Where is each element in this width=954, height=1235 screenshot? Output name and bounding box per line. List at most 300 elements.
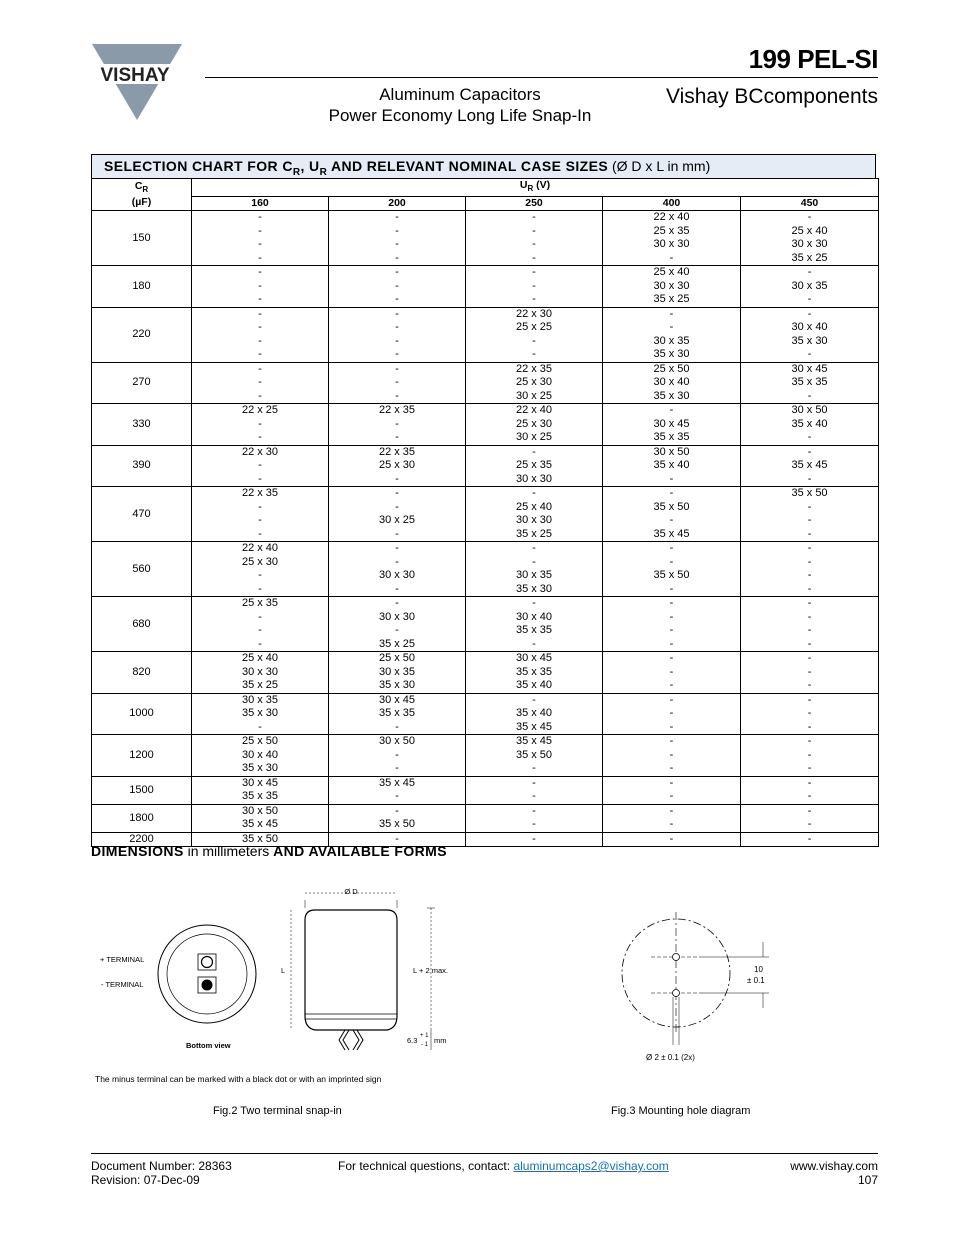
- case-size-cell: 35 x 40: [466, 707, 603, 721]
- case-size-cell: -: [741, 514, 879, 528]
- case-size-cell: 22 x 30: [466, 307, 603, 321]
- title-part: SELECTION CHART FOR C: [104, 158, 293, 174]
- doc-number: Document Number: 28363: [91, 1159, 232, 1173]
- case-size-cell: -: [329, 238, 466, 252]
- case-size-cell: -: [329, 211, 466, 225]
- case-size-cell: -: [741, 611, 879, 625]
- case-size-cell: 30 x 40: [741, 321, 879, 335]
- case-size-cell: 25 x 40: [192, 652, 329, 666]
- case-size-cell: 35 x 30: [741, 335, 879, 349]
- case-size-cell: -: [192, 280, 329, 294]
- voltage-col-header: 200: [329, 196, 466, 211]
- case-size-cell: -: [466, 556, 603, 570]
- table-row: [92, 362, 879, 376]
- table-row: [92, 638, 879, 652]
- capacitance-cell: 150: [92, 211, 192, 266]
- case-size-cell: 35 x 25: [329, 638, 466, 652]
- minus-terminal-label: - TERMINAL: [101, 980, 144, 989]
- case-size-cell: -: [192, 611, 329, 625]
- case-size-cell: -: [741, 693, 879, 707]
- case-size-cell: -: [466, 597, 603, 611]
- table-row: [92, 693, 879, 707]
- case-size-cell: -: [192, 225, 329, 239]
- case-size-cell: -: [603, 556, 741, 570]
- case-size-cell: -: [192, 528, 329, 542]
- case-size-cell: -: [741, 528, 879, 542]
- table-row: [92, 790, 879, 804]
- capacitance-cell: 560: [92, 542, 192, 597]
- case-size-cell: -: [741, 597, 879, 611]
- case-size-cell: -: [329, 321, 466, 335]
- case-size-cell: -: [603, 818, 741, 832]
- case-size-cell: -: [466, 252, 603, 266]
- case-size-cell: -: [192, 583, 329, 597]
- case-size-cell: 35 x 40: [603, 459, 741, 473]
- hole-spacing-tol: ± 0.1: [747, 976, 765, 985]
- capacitance-cell: 1500: [92, 776, 192, 804]
- case-size-cell: 22 x 25: [192, 404, 329, 418]
- table-row: [92, 225, 879, 239]
- case-size-cell: 22 x 40: [603, 211, 741, 225]
- table-row: [92, 376, 879, 390]
- case-size-cell: -: [741, 211, 879, 225]
- case-size-cell: 35 x 40: [741, 418, 879, 432]
- case-size-cell: -: [741, 542, 879, 556]
- case-size-cell: 25 x 35: [192, 597, 329, 611]
- case-size-cell: 35 x 45: [329, 776, 466, 790]
- case-size-cell: 22 x 35: [192, 487, 329, 501]
- case-size-cell: -: [192, 501, 329, 515]
- selection-chart-title: [91, 154, 876, 179]
- case-size-cell: -: [192, 569, 329, 583]
- case-size-cell: 35 x 25: [192, 679, 329, 693]
- table-row: [92, 404, 879, 418]
- case-size-cell: -: [466, 818, 603, 832]
- case-size-cell: 35 x 30: [603, 390, 741, 404]
- case-size-cell: -: [192, 266, 329, 280]
- case-size-cell: -: [603, 638, 741, 652]
- case-size-cell: 30 x 40: [603, 376, 741, 390]
- table-row: [92, 335, 879, 349]
- table-row: [92, 431, 879, 445]
- case-size-cell: -: [329, 804, 466, 818]
- voltage-col-header: 250: [466, 196, 603, 211]
- table-row: [92, 818, 879, 832]
- website[interactable]: www.vishay.com: [790, 1159, 878, 1173]
- case-size-cell: 35 x 30: [192, 762, 329, 776]
- case-size-cell: -: [603, 735, 741, 749]
- contact-prefix: For technical questions, contact:: [338, 1159, 514, 1173]
- case-size-cell: -: [741, 790, 879, 804]
- case-size-cell: -: [603, 707, 741, 721]
- diameter-label: Ø D: [344, 887, 358, 896]
- case-size-cell: -: [329, 762, 466, 776]
- table-row: [92, 749, 879, 763]
- case-size-cell: 35 x 50: [741, 487, 879, 501]
- case-size-cell: -: [466, 776, 603, 790]
- table-row: [92, 804, 879, 818]
- case-size-cell: 25 x 30: [466, 376, 603, 390]
- contact-line: [338, 1160, 669, 1172]
- case-size-cell: -: [329, 790, 466, 804]
- table-row: [92, 252, 879, 266]
- case-size-cell: -: [741, 638, 879, 652]
- case-size-cell: -: [741, 431, 879, 445]
- case-size-cell: 35 x 30: [603, 348, 741, 362]
- case-size-cell: -: [741, 735, 879, 749]
- case-size-cell: 35 x 45: [192, 818, 329, 832]
- case-size-cell: 35 x 35: [192, 790, 329, 804]
- case-size-cell: 35 x 30: [466, 583, 603, 597]
- case-size-cell: -: [603, 321, 741, 335]
- table-row: [92, 735, 879, 749]
- case-size-cell: -: [192, 238, 329, 252]
- case-size-cell: 25 x 30: [329, 459, 466, 473]
- subtitle-line-2: Power Economy Long Life Snap-In: [328, 106, 592, 125]
- case-size-cell: 30 x 45: [192, 776, 329, 790]
- length-max-label: L + 2 max.: [413, 966, 448, 975]
- case-size-cell: 30 x 50: [603, 445, 741, 459]
- case-size-cell: -: [192, 348, 329, 362]
- mounting-hole-diagram: [622, 912, 769, 1062]
- case-size-cell: -: [603, 693, 741, 707]
- case-size-cell: 25 x 40: [603, 266, 741, 280]
- case-size-cell: -: [329, 556, 466, 570]
- table-row: [92, 762, 879, 776]
- case-size-cell: -: [741, 624, 879, 638]
- case-size-cell: -: [741, 501, 879, 515]
- case-size-cell: 22 x 35: [466, 362, 603, 376]
- voltage-col-header: 450: [741, 196, 879, 211]
- case-size-cell: 35 x 45: [603, 528, 741, 542]
- case-size-cell: -: [329, 266, 466, 280]
- case-size-cell: -: [466, 762, 603, 776]
- case-size-cell: 30 x 30: [192, 666, 329, 680]
- case-size-cell: 30 x 50: [192, 804, 329, 818]
- case-size-cell: -: [329, 293, 466, 307]
- case-size-cell: -: [329, 225, 466, 239]
- dimensions-title: [91, 843, 447, 859]
- case-size-cell: 30 x 35: [329, 666, 466, 680]
- case-size-cell: 30 x 35: [192, 693, 329, 707]
- case-size-cell: 22 x 35: [329, 404, 466, 418]
- case-size-cell: 22 x 35: [329, 445, 466, 459]
- case-size-cell: -: [603, 307, 741, 321]
- case-size-cell: 35 x 45: [466, 721, 603, 735]
- case-size-cell: 30 x 30: [329, 611, 466, 625]
- case-size-cell: -: [466, 211, 603, 225]
- table-row: [92, 624, 879, 638]
- case-size-cell: -: [466, 804, 603, 818]
- capacitance-cell: 1000: [92, 693, 192, 735]
- title-part: AND RELEVANT NOMINAL CASE SIZES: [327, 158, 609, 174]
- case-size-cell: -: [741, 293, 879, 307]
- case-size-cell: 25 x 50: [603, 362, 741, 376]
- case-size-cell: -: [329, 501, 466, 515]
- case-size-cell: -: [603, 776, 741, 790]
- case-size-cell: -: [329, 390, 466, 404]
- case-size-cell: -: [192, 307, 329, 321]
- case-size-cell: -: [466, 832, 603, 847]
- length-label: L: [281, 966, 286, 975]
- brand-name: Vishay BCcomponents: [665, 85, 878, 108]
- contact-email-link[interactable]: aluminumcaps2@vishay.com: [513, 1159, 669, 1173]
- case-size-cell: -: [741, 652, 879, 666]
- case-size-cell: -: [329, 307, 466, 321]
- case-size-cell: -: [192, 321, 329, 335]
- pin-tol-plus: + 1: [420, 1033, 429, 1039]
- case-size-cell: -: [192, 335, 329, 349]
- table-row: [92, 666, 879, 680]
- capacitance-cell: 820: [92, 652, 192, 694]
- table-row: [92, 211, 879, 225]
- case-size-cell: -: [466, 293, 603, 307]
- case-size-cell: -: [741, 307, 879, 321]
- capacitance-cell: 2200: [92, 832, 192, 847]
- product-subtitle: [310, 84, 610, 126]
- dimension-drawings: [91, 880, 878, 1130]
- case-size-cell: -: [603, 652, 741, 666]
- case-size-cell: -: [329, 528, 466, 542]
- table-row: [92, 238, 879, 252]
- case-size-cell: -: [192, 293, 329, 307]
- pin-length-label: 6.3: [407, 1036, 418, 1045]
- voltage-header: $U_R$ (V): [192, 179, 879, 197]
- case-size-cell: -: [741, 266, 879, 280]
- capacitance-cell: 680: [92, 597, 192, 652]
- case-size-cell: -: [603, 514, 741, 528]
- case-size-cell: -: [466, 335, 603, 349]
- case-size-cell: 30 x 45: [741, 362, 879, 376]
- case-size-cell: -: [329, 431, 466, 445]
- case-size-cell: 25 x 40: [466, 501, 603, 515]
- voltage-col-header: 400: [603, 196, 741, 211]
- case-size-cell: -: [466, 266, 603, 280]
- case-size-cell: -: [192, 459, 329, 473]
- case-size-cell: 35 x 35: [466, 666, 603, 680]
- case-size-cell: -: [329, 583, 466, 597]
- case-size-cell: 25 x 35: [603, 225, 741, 239]
- case-size-cell: -: [741, 569, 879, 583]
- case-size-cell: -: [466, 445, 603, 459]
- header-rule: [205, 77, 878, 78]
- case-size-cell: 30 x 25: [329, 514, 466, 528]
- table-row: [92, 348, 879, 362]
- case-size-cell: 30 x 30: [466, 473, 603, 487]
- table-row: [92, 321, 879, 335]
- capacitance-cell: 330: [92, 404, 192, 446]
- case-size-cell: 30 x 40: [192, 749, 329, 763]
- case-size-cell: -: [741, 556, 879, 570]
- case-size-cell: 35 x 25: [466, 528, 603, 542]
- case-size-cell: 30 x 50: [741, 404, 879, 418]
- case-size-cell: -: [329, 832, 466, 847]
- case-size-cell: -: [603, 762, 741, 776]
- case-size-cell: 35 x 35: [466, 624, 603, 638]
- table-row: [92, 569, 879, 583]
- case-size-cell: -: [741, 390, 879, 404]
- case-size-cell: -: [466, 225, 603, 239]
- case-size-cell: 22 x 30: [192, 445, 329, 459]
- table-row: [92, 514, 879, 528]
- case-size-cell: -: [192, 252, 329, 266]
- case-size-cell: 35 x 40: [466, 679, 603, 693]
- case-size-cell: -: [329, 597, 466, 611]
- case-size-cell: -: [741, 707, 879, 721]
- table-row: [92, 445, 879, 459]
- table-row: [92, 679, 879, 693]
- case-size-cell: -: [741, 776, 879, 790]
- minus-terminal-note: The minus terminal can be marked with a black dot or with an imprinted sign: [95, 1074, 382, 1084]
- case-size-cell: 35 x 50: [329, 818, 466, 832]
- case-size-cell: -: [603, 611, 741, 625]
- capacitance-cell: 270: [92, 362, 192, 404]
- case-size-cell: -: [741, 762, 879, 776]
- case-size-cell: 35 x 50: [603, 501, 741, 515]
- case-size-cell: -: [466, 238, 603, 252]
- table-row: [92, 293, 879, 307]
- case-size-cell: -: [329, 335, 466, 349]
- case-size-cell: -: [741, 445, 879, 459]
- table-row: [92, 597, 879, 611]
- case-size-cell: 22 x 40: [466, 404, 603, 418]
- table-row: [92, 487, 879, 501]
- case-size-cell: -: [192, 721, 329, 735]
- case-size-cell: 35 x 35: [741, 376, 879, 390]
- case-size-cell: -: [603, 487, 741, 501]
- case-size-cell: 35 x 45: [741, 459, 879, 473]
- subtitle-line-1: Aluminum Capacitors: [379, 85, 541, 104]
- case-size-cell: 35 x 35: [329, 707, 466, 721]
- table-row: [92, 473, 879, 487]
- case-size-cell: -: [603, 542, 741, 556]
- case-size-cell: -: [603, 624, 741, 638]
- side-view-diagram: [281, 887, 448, 1050]
- case-size-cell: -: [741, 804, 879, 818]
- case-size-cell: -: [329, 749, 466, 763]
- case-size-cell: 30 x 25: [466, 390, 603, 404]
- capacitance-cell: 220: [92, 307, 192, 362]
- table-row: [92, 390, 879, 404]
- case-size-cell: 25 x 30: [192, 556, 329, 570]
- case-size-cell: -: [192, 211, 329, 225]
- case-size-cell: 25 x 50: [192, 735, 329, 749]
- title-sub: R: [319, 166, 328, 178]
- case-size-cell: 30 x 25: [466, 431, 603, 445]
- table-row: [92, 721, 879, 735]
- case-size-cell: -: [603, 252, 741, 266]
- case-size-cell: -: [603, 790, 741, 804]
- case-size-cell: 30 x 45: [466, 652, 603, 666]
- case-size-cell: -: [741, 721, 879, 735]
- case-size-cell: -: [329, 252, 466, 266]
- cap-header: $C_R$ (µF): [92, 179, 192, 211]
- dim-title-bold: DIMENSIONS: [91, 843, 184, 859]
- table-row: [92, 583, 879, 597]
- case-size-cell: 30 x 35: [466, 569, 603, 583]
- capacitance-cell: 180: [92, 266, 192, 308]
- case-size-cell: -: [741, 679, 879, 693]
- case-size-cell: -: [741, 473, 879, 487]
- case-size-cell: -: [603, 679, 741, 693]
- dim-title-bold-2: AND AVAILABLE FORMS: [273, 843, 447, 859]
- case-size-cell: -: [192, 473, 329, 487]
- case-size-cell: -: [603, 666, 741, 680]
- case-size-cell: 35 x 50: [192, 832, 329, 847]
- page-number: 107: [857, 1173, 878, 1187]
- case-size-cell: 35 x 25: [741, 252, 879, 266]
- case-size-cell: -: [466, 693, 603, 707]
- case-size-cell: -: [603, 583, 741, 597]
- fig3-caption: Fig.3 Mounting hole diagram: [611, 1105, 751, 1117]
- case-size-cell: -: [603, 597, 741, 611]
- case-size-cell: -: [192, 514, 329, 528]
- case-size-cell: 35 x 45: [466, 735, 603, 749]
- table-row: [92, 556, 879, 570]
- case-size-cell: -: [603, 473, 741, 487]
- capacitance-cell: 1800: [92, 804, 192, 832]
- case-size-cell: -: [329, 473, 466, 487]
- revision: Revision: 07-Dec-09: [91, 1173, 200, 1187]
- vishay-logo: [88, 44, 184, 120]
- table-row: [92, 776, 879, 790]
- title-sub: R: [292, 166, 301, 178]
- case-size-cell: 35 x 50: [603, 569, 741, 583]
- case-size-cell: -: [329, 376, 466, 390]
- case-size-cell: -: [329, 624, 466, 638]
- case-size-cell: 30 x 35: [741, 280, 879, 294]
- case-size-cell: -: [603, 832, 741, 847]
- case-size-cell: 35 x 50: [466, 749, 603, 763]
- case-size-cell: 25 x 30: [466, 418, 603, 432]
- case-size-cell: -: [329, 280, 466, 294]
- case-size-cell: -: [329, 418, 466, 432]
- case-size-cell: 30 x 30: [603, 280, 741, 294]
- case-size-cell: 25 x 40: [741, 225, 879, 239]
- case-size-cell: -: [466, 542, 603, 556]
- case-size-cell: -: [329, 542, 466, 556]
- table-row: [92, 266, 879, 280]
- bottom-view-diagram: [100, 925, 256, 1050]
- case-size-cell: -: [466, 280, 603, 294]
- case-size-cell: -: [603, 404, 741, 418]
- case-size-cell: -: [329, 487, 466, 501]
- capacitance-cell: 1200: [92, 735, 192, 777]
- case-size-cell: -: [741, 666, 879, 680]
- case-size-cell: 30 x 35: [603, 335, 741, 349]
- case-size-cell: -: [192, 362, 329, 376]
- case-size-cell: 30 x 50: [329, 735, 466, 749]
- case-size-cell: 35 x 25: [603, 293, 741, 307]
- case-size-cell: -: [192, 418, 329, 432]
- case-size-cell: -: [192, 390, 329, 404]
- title-part: , U: [300, 158, 320, 174]
- case-size-cell: -: [466, 790, 603, 804]
- case-size-cell: -: [603, 721, 741, 735]
- pin-unit-label: mm: [434, 1036, 447, 1045]
- dim-title-normal: in millimeters: [183, 843, 274, 859]
- hole-spacing-label: 10: [754, 965, 763, 974]
- case-size-cell: 22 x 40: [192, 542, 329, 556]
- voltage-col-header: 160: [192, 196, 329, 211]
- table-row: [92, 707, 879, 721]
- table-row: [92, 501, 879, 515]
- case-size-cell: -: [603, 749, 741, 763]
- case-size-cell: 35 x 35: [603, 431, 741, 445]
- case-size-cell: -: [603, 804, 741, 818]
- pin-tol-minus: - 1: [421, 1042, 429, 1048]
- case-size-cell: 25 x 25: [466, 321, 603, 335]
